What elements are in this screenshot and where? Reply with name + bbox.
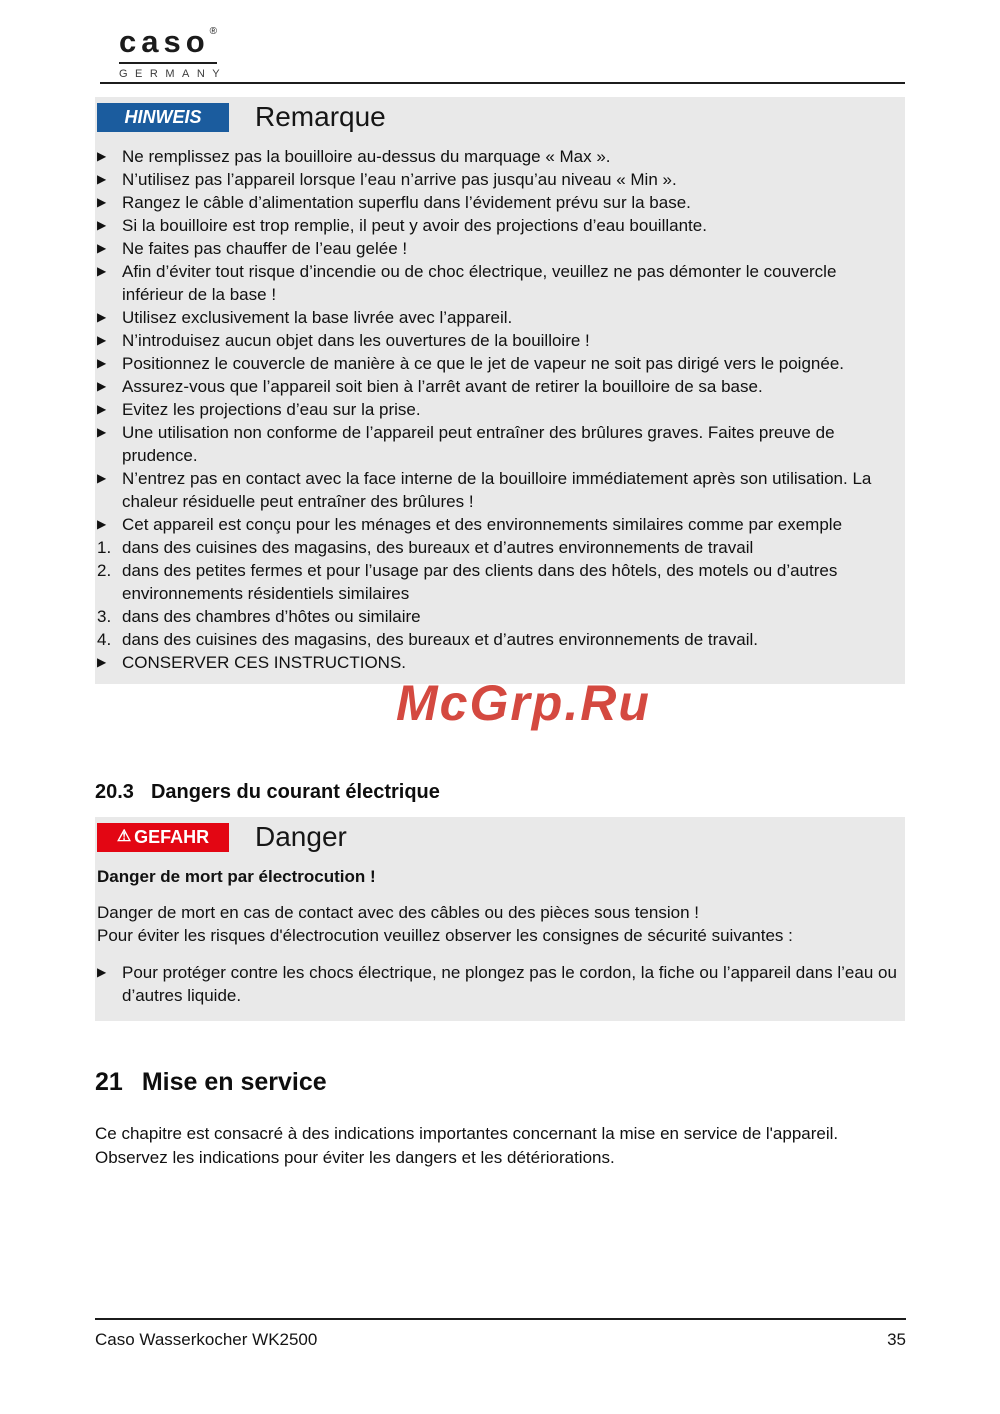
item-number: 1.	[97, 538, 112, 557]
bullet-triangle-icon: ▶	[97, 379, 107, 393]
bullet-triangle-icon: ▶	[97, 471, 107, 485]
item-number: 2.	[97, 561, 112, 580]
item-number: 4.	[97, 630, 112, 649]
notice-box-header	[97, 101, 905, 133]
bullet-triangle-icon: ▶	[97, 241, 107, 255]
danger-box-title: Danger	[255, 821, 347, 852]
bullet-triangle-icon: ▶	[97, 965, 107, 979]
bullet-triangle-icon: ▶	[97, 172, 107, 186]
registered-trademark-icon: ®	[209, 26, 218, 37]
section-number: 20.3	[95, 781, 134, 803]
bullet-triangle-icon: ▶	[97, 425, 107, 439]
list-item: ▶ N’entrez pas en contact avec la face interne de la bouilloire immédiatement après son utilisation. La chaleur résiduelle peut entraîner des brûlures !	[97, 469, 872, 511]
list-item: ▶ Si la bouilloire est trop remplie, il peut y avoir des projections d’eau bouillante.	[97, 216, 707, 235]
page-footer	[95, 1330, 906, 1350]
hinweis-badge: HINWEIS	[97, 103, 229, 132]
numbered-item: 1. dans des cuisines des magasins, des bureaux et d’autres environnements de travail	[97, 538, 754, 557]
item-number: 3.	[97, 607, 112, 626]
list-item: ▶ Afin d’éviter tout risque d’incendie ou de choc électrique, veuillez ne pas démonter le couvercle inférieur de la base !	[97, 262, 837, 304]
bullet-triangle-icon: ▶	[97, 310, 107, 324]
footer-page-number: 35	[887, 1330, 906, 1349]
list-item: ▶ Assurez-vous que l’appareil soit bien à l’arrêt avant de retirer la bouilloire de sa base.	[97, 377, 763, 396]
section-title: Dangers du courant électrique	[150, 781, 440, 803]
header-divider	[100, 82, 905, 84]
footer-document-title: Caso Wasserkocher WK2500	[95, 1330, 318, 1349]
notice-box	[95, 97, 905, 684]
bullet-triangle-icon: ▶	[97, 218, 107, 232]
bullet-triangle-icon: ▶	[97, 402, 107, 416]
danger-box-header	[97, 821, 905, 853]
numbered-item: 2. dans des petites fermes et pour l’usage par des clients dans des hôtels, des motels ou d’autres environnements résidentiels similaires	[97, 561, 838, 603]
bullet-triangle-icon: ▶	[97, 149, 107, 163]
danger-bullet-list	[97, 961, 897, 1007]
bullet-triangle-icon: ▶	[97, 517, 107, 531]
bullet-triangle-icon: ▶	[97, 195, 107, 209]
danger-paragraph-line: Danger de mort en cas de contact avec des câbles ou des pièces sous tension !	[97, 903, 699, 922]
footer-divider	[95, 1318, 906, 1320]
bullet-triangle-icon: ▶	[97, 333, 107, 347]
chapter-number: 21	[95, 1068, 123, 1096]
list-item: ▶ N’utilisez pas l’appareil lorsque l’eau n’arrive pas jusqu’au niveau « Min ».	[97, 170, 677, 189]
bullet-triangle-icon: ▶	[97, 264, 107, 278]
list-item: ▶ N’introduisez aucun objet dans les ouvertures de la bouilloire !	[97, 331, 590, 350]
chapter-paragraph: Ce chapitre est consacré à des indications importantes concernant la mise en service de l'appareil. Observez les indications pour éviter les dangers et les détériorations.	[95, 1124, 839, 1167]
brand-wordmark-wrap	[119, 26, 217, 64]
gefahr-badge	[97, 823, 229, 852]
list-item: ▶ Utilisez exclusivement la base livrée avec l’appareil.	[97, 308, 513, 327]
list-item: ▶ Evitez les projections d’eau sur la prise.	[97, 400, 421, 419]
danger-paragraph-line: Pour éviter les risques d'électrocution veuillez observer les consignes de sécurité suivantes :	[97, 926, 793, 945]
chapter-title: Mise en service	[141, 1068, 327, 1096]
list-item: ▶ Cet appareil est conçu pour les ménages et des environnements similaires comme par exemple	[97, 515, 843, 534]
gefahr-badge-label: GEFAHR	[134, 826, 210, 847]
danger-bold-line: Danger de mort par électrocution !	[97, 867, 376, 886]
section-heading-20-3	[95, 781, 440, 804]
list-item: ▶ Positionnez le couvercle de manière à ce que le jet de vapeur ne soit pas dirigé vers le poignée.	[97, 354, 844, 373]
list-item: ▶ Pour protéger contre les chocs électrique, ne plongez pas le cordon, la fiche ou l’appareil dans l’eau ou d’autres liquide.	[97, 963, 897, 1005]
list-item: ▶ Une utilisation non conforme de l’appareil peut entraîner des brûlures graves. Faites preuve de prudence.	[97, 423, 835, 465]
brand-wordmark: caso	[119, 24, 210, 59]
numbered-item: 4. dans des cuisines des magasins, des bureaux et d’autres environnements de travail.	[97, 630, 758, 649]
warning-triangle-icon: ⚠	[116, 828, 132, 845]
danger-box	[95, 817, 905, 1021]
notice-list	[97, 145, 897, 674]
numbered-item: 3. dans des chambres d’hôtes ou similaire	[97, 607, 421, 626]
bullet-triangle-icon: ▶	[97, 655, 107, 669]
site-watermark: McGrp.Ru	[396, 675, 651, 731]
list-item: ▶ CONSERVER CES INSTRUCTIONS.	[97, 653, 407, 672]
chapter-heading-21	[95, 1068, 327, 1097]
brand-logo	[119, 26, 227, 80]
list-item: ▶ Rangez le câble d’alimentation superflu dans l’évidement prévu sur la base.	[97, 193, 691, 212]
list-item: ▶ Ne remplissez pas la bouilloire au-dessus du marquage « Max ».	[97, 147, 611, 166]
notice-box-title: Remarque	[255, 101, 386, 132]
bullet-triangle-icon: ▶	[97, 356, 107, 370]
list-item: ▶ Ne faites pas chauffer de l’eau gelée !	[97, 239, 408, 258]
brand-country: GERMANY	[119, 68, 228, 80]
